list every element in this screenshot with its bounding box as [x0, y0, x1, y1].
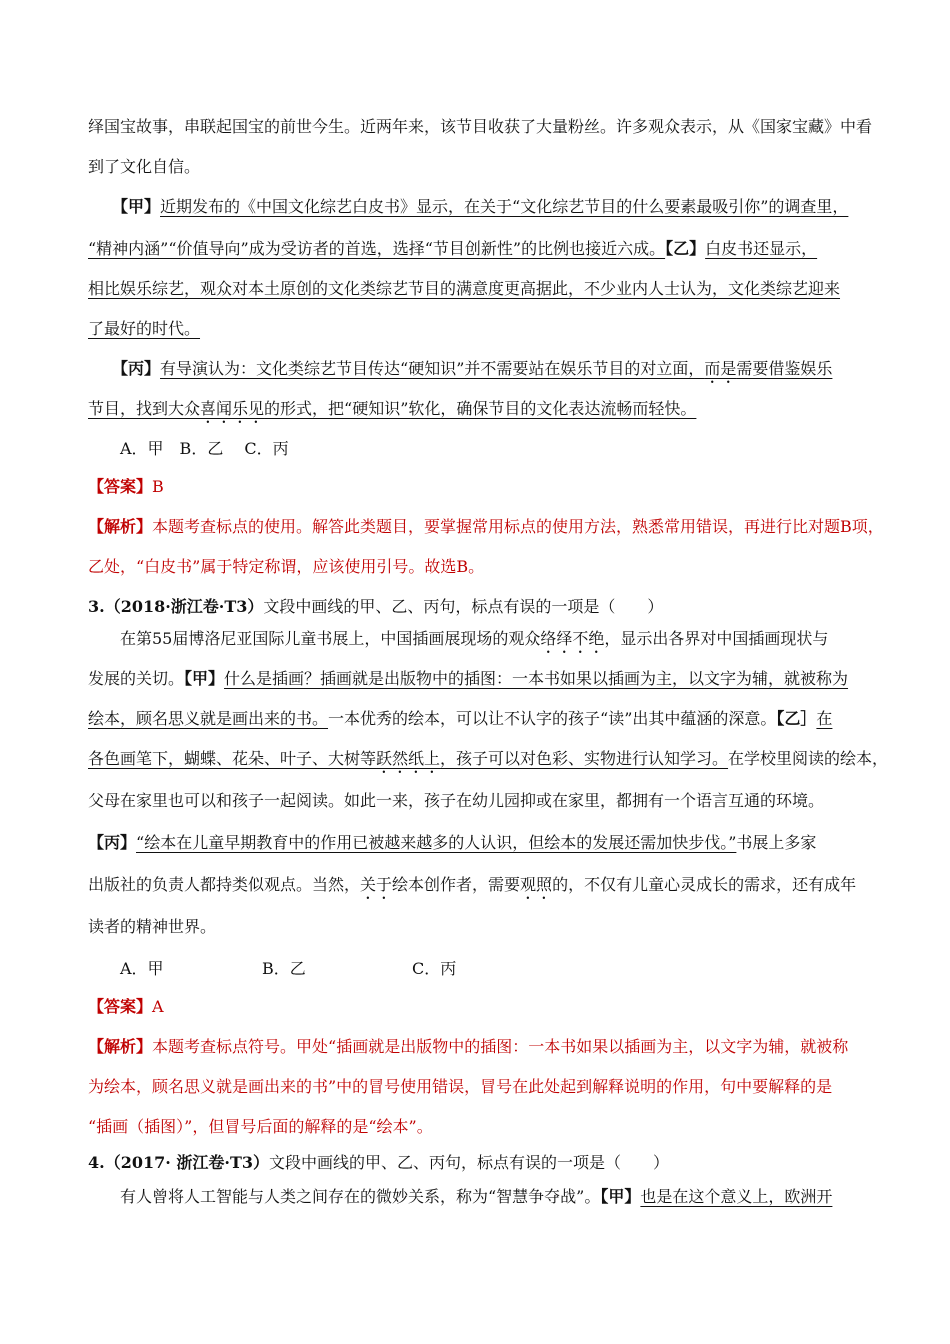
sentence-bing-cont: 节目，找到大众喜闻乐见的形式，把“硬知识”软化，确保节目的文化表达流畅而轻快。	[88, 399, 697, 418]
paragraph-line: 【丙】“绘本在儿童早期教育中的作用已被越来越多的人认识，但绘本的发展还需加快步伐。”书展上多家	[88, 833, 817, 852]
answer-line: 【答案】A	[88, 997, 164, 1016]
marker-jia: 【甲】	[184, 669, 225, 688]
paragraph-line: 读者的精神世界。	[88, 917, 217, 936]
paragraph-line: 在第55届博洛尼亚国际儿童书展上，中国插画展现场的观众络绎不绝，显示出各界对中国插画现状与	[120, 629, 829, 648]
sentence-bing: 【丙】有导演认为：文化类综艺节目传达“硬知识”并不需要站在娱乐节目的对立面，而是需要借鉴娱乐	[112, 359, 833, 378]
analysis-line: 为绘本，顾名思义就是画出来的书”中的冒号使用错误，冒号在此处起到解释说明的作用，句中要解释的是	[88, 1077, 833, 1096]
marker-bing: 【丙】	[88, 833, 137, 852]
paragraph-line: 出版社的负责人都持类似观点。当然，关于绘本创作者，需要观照的，不仅有儿童心灵成长的需求，还有成年	[88, 875, 857, 894]
sentence-yi-end: 了最好的时代。	[88, 319, 201, 338]
options-line: A．甲 B．乙 C．丙	[120, 439, 289, 458]
analysis-line: 【解析】本题考查标点的使用。解答此类题目，要掌握常用标点的使用方法，熟悉常用错误，再进行比对题B项，	[88, 517, 884, 536]
sentence-jia: 【甲】近期发布的《中国文化综艺白皮书》显示，在关于“文化综艺节目的什么要素最吸引你”的调查里，	[112, 197, 849, 216]
option-c: C．丙	[412, 959, 457, 978]
paragraph-line: 到了文化自信。	[88, 157, 201, 176]
marker-bing: 【丙】	[112, 359, 161, 378]
marker-jia: 【甲】	[112, 197, 161, 216]
question-stem: 4.（2017· 浙江卷·T3）文段中画线的甲、乙、丙句，标点有误的一项是（ ）	[88, 1153, 670, 1172]
option-a: A．甲	[120, 959, 164, 978]
paragraph-line: 发展的关切。【甲】什么是插画？插画就是出版物中的插图：一本书如果以插画为主，以文字为辅，就被称为	[88, 669, 849, 688]
paragraph-line: 有人曾将人工智能与人类之间存在的微妙关系，称为“智慧争夺战”。【甲】也是在这个意义上，欧洲开	[120, 1187, 833, 1206]
option-b: B．乙	[262, 959, 306, 978]
question-stem: 3.（2018·浙江卷·T3）文段中画线的甲、乙、丙句，标点有误的一项是（ ）	[88, 597, 664, 616]
marker-jia: 【甲】	[600, 1187, 641, 1206]
analysis-line: “插画（插图）”，但冒号后面的解释的是“绘本”。	[88, 1117, 433, 1136]
paragraph-line: 父母在家里也可以和孩子一起阅读。如此一来，孩子在幼儿园抑或在家里，都拥有一个语言互通的环境。	[88, 791, 825, 810]
marker-yi: 【乙］	[776, 709, 817, 728]
analysis-line: 乙处，“白皮书”属于特定称谓，应该使用引号。故选B。	[88, 557, 485, 576]
answer-line: 【答案】B	[88, 477, 164, 496]
sentence-yi-cont: 相比娱乐综艺，观众对本土原创的文化类综艺节目的满意度更高据此，不少业内人士认为，文化类综艺迎来	[88, 279, 841, 298]
marker-yi: 【乙】	[665, 239, 706, 258]
paragraph-line: 绘本，顾名思义就是画出来的书。一本优秀的绘本，可以让不认字的孩子“读”出其中蕴涵的深意。【乙］在	[88, 709, 833, 728]
paragraph-line: 绎国宝故事，串联起国宝的前世今生。近两年来，该节目收获了大量粉丝。许多观众表示，从《国家宝藏》中看	[88, 117, 873, 136]
paragraph-line: 各色画笔下，蝴蝶、花朵、叶子、大树等跃然纸上，孩子可以对色彩、实物进行认知学习。在学校里阅读的绘本，	[88, 749, 889, 768]
sentence-jia-cont: “精神内涵”“价值导向”成为受访者的首选，选择“节目创新性”的比例也接近六成。【乙】白皮书还显示，	[88, 239, 818, 258]
analysis-line: 【解析】本题考查标点符号。甲处“插画就是出版物中的插图：一本书如果以插画为主，以文字为辅，就被称	[88, 1037, 849, 1056]
